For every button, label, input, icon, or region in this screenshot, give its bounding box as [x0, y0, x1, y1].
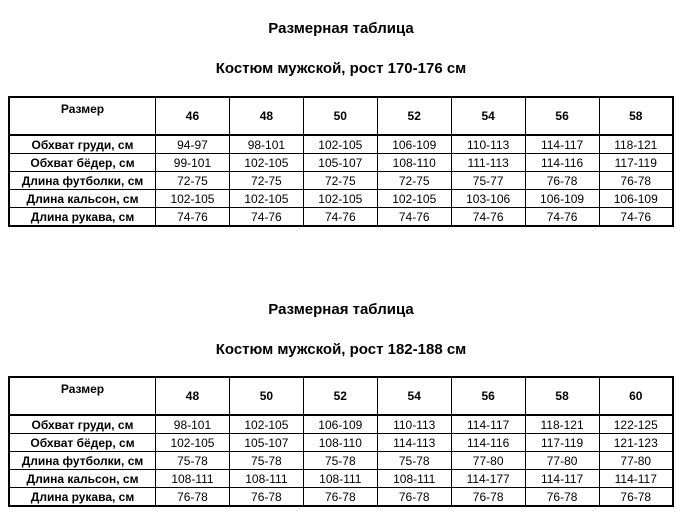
measurement-row — [9, 452, 673, 470]
measurement-value: 76-78 — [451, 488, 525, 507]
measurement-row — [9, 190, 673, 208]
measurement-value: 102-105 — [229, 154, 303, 172]
size-header-label: Размер — [9, 377, 156, 415]
measurement-value: 114-116 — [525, 154, 599, 172]
size-column-header: 54 — [377, 377, 451, 415]
measurement-value: 106-109 — [377, 135, 451, 154]
measurement-value: 74-76 — [525, 208, 599, 227]
measurement-value: 108-111 — [303, 470, 377, 488]
measurement-value: 102-105 — [303, 135, 377, 154]
measurement-value: 75-78 — [156, 452, 230, 470]
measurement-value: 76-78 — [599, 172, 673, 190]
measurement-value: 77-80 — [599, 452, 673, 470]
measurement-value: 75-78 — [377, 452, 451, 470]
size-table-182-188 — [8, 376, 674, 507]
size-column-header: 58 — [525, 377, 599, 415]
measurement-value: 74-76 — [377, 208, 451, 227]
measurement-value: 108-111 — [156, 470, 230, 488]
measurement-value: 77-80 — [451, 452, 525, 470]
measurement-value: 99-101 — [156, 154, 230, 172]
measurement-value: 108-110 — [303, 434, 377, 452]
measurement-value: 74-76 — [451, 208, 525, 227]
size-column-header: 52 — [303, 377, 377, 415]
measurement-value: 114-116 — [451, 434, 525, 452]
size-column-header: 56 — [451, 377, 525, 415]
size-column-header: 52 — [377, 97, 451, 135]
measurement-label: Длина рукава, см — [9, 488, 156, 507]
measurement-value: 117-119 — [525, 434, 599, 452]
size-block-170-176 — [0, 20, 682, 227]
measurement-value: 105-107 — [229, 434, 303, 452]
size-column-header: 58 — [599, 97, 673, 135]
measurement-row — [9, 208, 673, 227]
measurement-value: 102-105 — [229, 415, 303, 434]
measurement-value: 114-177 — [451, 470, 525, 488]
measurement-value: 114-113 — [377, 434, 451, 452]
measurement-value: 111-113 — [451, 154, 525, 172]
measurement-value: 105-107 — [303, 154, 377, 172]
measurement-value: 98-101 — [156, 415, 230, 434]
measurement-value: 108-111 — [377, 470, 451, 488]
measurement-value: 102-105 — [229, 190, 303, 208]
measurement-value: 75-78 — [229, 452, 303, 470]
measurement-value: 114-117 — [451, 415, 525, 434]
measurement-value: 98-101 — [229, 135, 303, 154]
measurement-value: 77-80 — [525, 452, 599, 470]
measurement-row — [9, 434, 673, 452]
measurement-row — [9, 135, 673, 154]
measurement-label: Длина кальсон, см — [9, 470, 156, 488]
measurement-value: 76-78 — [303, 488, 377, 507]
measurement-label: Обхват бёдер, см — [9, 154, 156, 172]
measurement-value: 72-75 — [377, 172, 451, 190]
measurement-value: 76-78 — [525, 488, 599, 507]
size-column-header: 56 — [525, 97, 599, 135]
measurement-value: 103-106 — [451, 190, 525, 208]
measurement-value: 76-78 — [156, 488, 230, 507]
measurement-value: 114-117 — [525, 135, 599, 154]
table-subtitle: Костюм мужской, рост 182-188 см — [215, 341, 467, 358]
measurement-value: 74-76 — [229, 208, 303, 227]
measurement-value: 106-109 — [525, 190, 599, 208]
size-column-header: 60 — [599, 377, 673, 415]
measurement-value: 74-76 — [156, 208, 230, 227]
measurement-value: 110-113 — [377, 415, 451, 434]
measurement-value: 118-121 — [599, 135, 673, 154]
measurement-value: 76-78 — [377, 488, 451, 507]
measurement-label: Обхват бёдер, см — [9, 434, 156, 452]
measurement-row — [9, 415, 673, 434]
measurement-label: Длина футболки, см — [9, 452, 156, 470]
table-title: Размерная таблица — [268, 301, 414, 318]
measurement-value: 76-78 — [599, 488, 673, 507]
measurement-value: 118-121 — [525, 415, 599, 434]
size-table-170-176 — [8, 96, 674, 227]
measurement-value: 114-117 — [599, 470, 673, 488]
measurement-value: 74-76 — [599, 208, 673, 227]
measurement-value: 76-78 — [229, 488, 303, 507]
header-row — [9, 97, 673, 135]
measurement-row — [9, 470, 673, 488]
measurement-value: 75-78 — [303, 452, 377, 470]
size-column-header: 54 — [451, 97, 525, 135]
measurement-value: 102-105 — [303, 190, 377, 208]
size-header-label: Размер — [9, 97, 156, 135]
measurement-label: Длина рукава, см — [9, 208, 156, 227]
measurement-value: 72-75 — [156, 172, 230, 190]
measurement-label: Обхват груди, см — [9, 415, 156, 434]
measurement-value: 106-109 — [303, 415, 377, 434]
size-column-header: 48 — [229, 97, 303, 135]
measurement-value: 75-77 — [451, 172, 525, 190]
measurement-value: 117-119 — [599, 154, 673, 172]
size-column-header: 50 — [229, 377, 303, 415]
measurement-row — [9, 488, 673, 507]
measurement-value: 94-97 — [156, 135, 230, 154]
measurement-row — [9, 154, 673, 172]
measurement-value: 114-117 — [525, 470, 599, 488]
measurement-value: 108-111 — [229, 470, 303, 488]
header-row — [9, 377, 673, 415]
size-block-182-188 — [0, 301, 682, 507]
measurement-label: Длина футболки, см — [9, 172, 156, 190]
table-title: Размерная таблица — [268, 20, 414, 37]
size-column-header: 46 — [156, 97, 230, 135]
table-subtitle: Костюм мужской, рост 170-176 см — [215, 60, 467, 77]
measurement-row — [9, 172, 673, 190]
measurement-value: 72-75 — [303, 172, 377, 190]
measurement-label: Длина кальсон, см — [9, 190, 156, 208]
measurement-value: 102-105 — [377, 190, 451, 208]
measurement-value: 108-110 — [377, 154, 451, 172]
measurement-value: 72-75 — [229, 172, 303, 190]
measurement-value: 121-123 — [599, 434, 673, 452]
measurement-value: 122-125 — [599, 415, 673, 434]
size-column-header: 50 — [303, 97, 377, 135]
measurement-value: 102-105 — [156, 434, 230, 452]
size-column-header: 48 — [156, 377, 230, 415]
measurement-value: 74-76 — [303, 208, 377, 227]
measurement-label: Обхват груди, см — [9, 135, 156, 154]
measurement-value: 102-105 — [156, 190, 230, 208]
measurement-value: 76-78 — [525, 172, 599, 190]
measurement-value: 106-109 — [599, 190, 673, 208]
measurement-value: 110-113 — [451, 135, 525, 154]
